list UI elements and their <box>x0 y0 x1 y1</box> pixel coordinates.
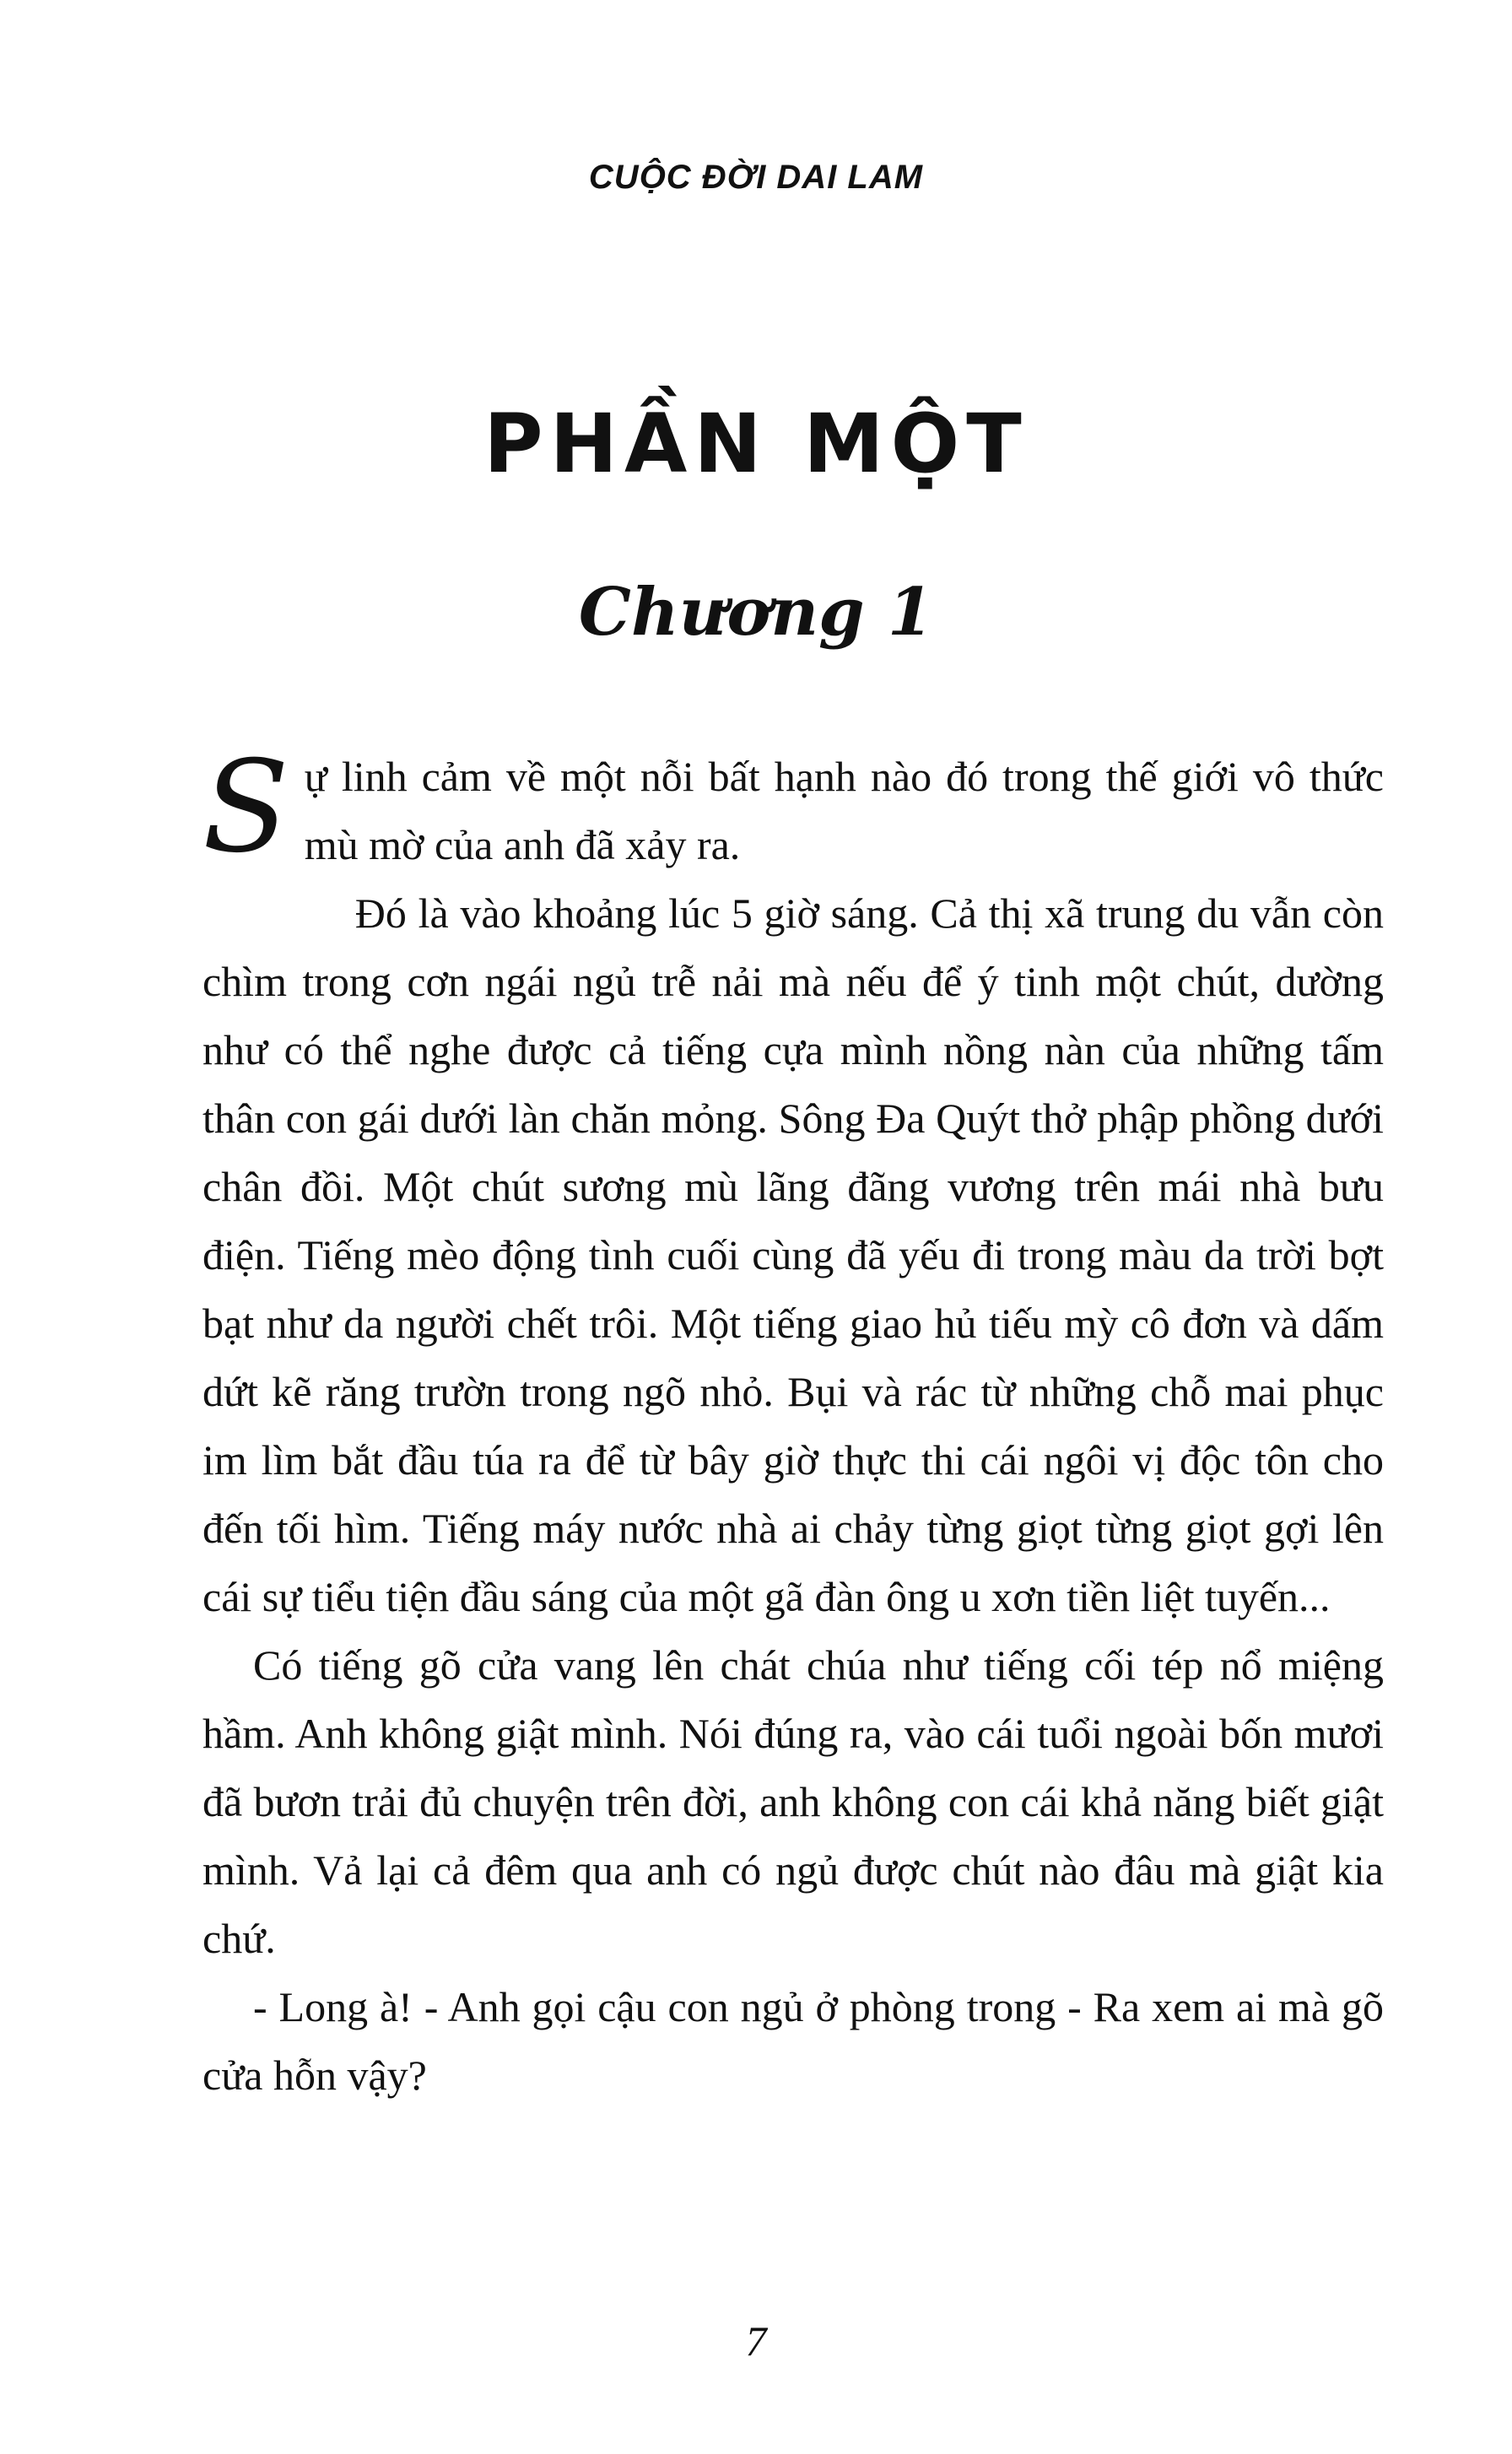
chapter-body <box>202 734 1384 2110</box>
paragraph-4: - Long à! - Anh gọi cậu con ngủ ở phòng trong - Ra xem ai mà gõ cửa hỗn vậy? <box>202 1983 1384 2099</box>
page-number: 7 <box>745 2317 767 2365</box>
paragraph-1 <box>202 734 1384 881</box>
paragraph-2: Đó là vào khoảng lúc 5 giờ sáng. Cả thị xã trung du vẫn còn chìm trong cơn ngái ngủ trễ nải mà nếu để ý tinh một chút, dường như có thể nghe được cả tiếng cựa mình nồng nàn của những tấm thân con gái dưới làn chăn mỏng. Sông Đa Quýt thở phập phồng dưới chân đồi. Một chút sương mù lãng đãng vương trên mái nhà bưu điện. Tiếng mèo động tình cuối cùng đã yếu đi trong màu da trời bợt bạt như da người chết trôi. Một tiếng giao hủ tiếu mỳ cô đơn và dấm dứt kẽ răng trườn trong ngõ nhỏ. Bụi và rác từ những chỗ mai phục im lìm bắt đầu túa ra để từ bây giờ thực thi cái ngôi vị độc tôn cho đến tối hìm. Tiếng máy nước nhà ai chảy từng giọt từng giọt gợi lên cái sự tiểu tiện đầu sáng của một gã đàn ông u xơn tiền liệt tuyến... <box>202 889 1384 1620</box>
part-title: PHẦN MỘT <box>483 397 1029 491</box>
paragraph-1-text: ự linh cảm về một nỗi bất hạnh nào đó trong thế giới vô thức mù mờ của anh đã xảy ra. <box>304 753 1384 868</box>
running-header: CUỘC ĐỜI DAI LAM <box>588 159 924 196</box>
drop-cap: S <box>202 734 289 881</box>
paragraph-3: Có tiếng gõ cửa vang lên chát chúa như tiếng cối tép nổ miệng hầm. Anh không giật mình. Nói đúng ra, vào cái tuổi ngoài bốn mươi đã bươn trải đủ chuyện trên đời, anh không con cái khả năng biết giật mình. Vả lại cả đêm qua anh có ngủ được chút nào đâu mà giật kia chứ. <box>202 1641 1384 1962</box>
chapter-title: Chương 1 <box>578 574 934 651</box>
